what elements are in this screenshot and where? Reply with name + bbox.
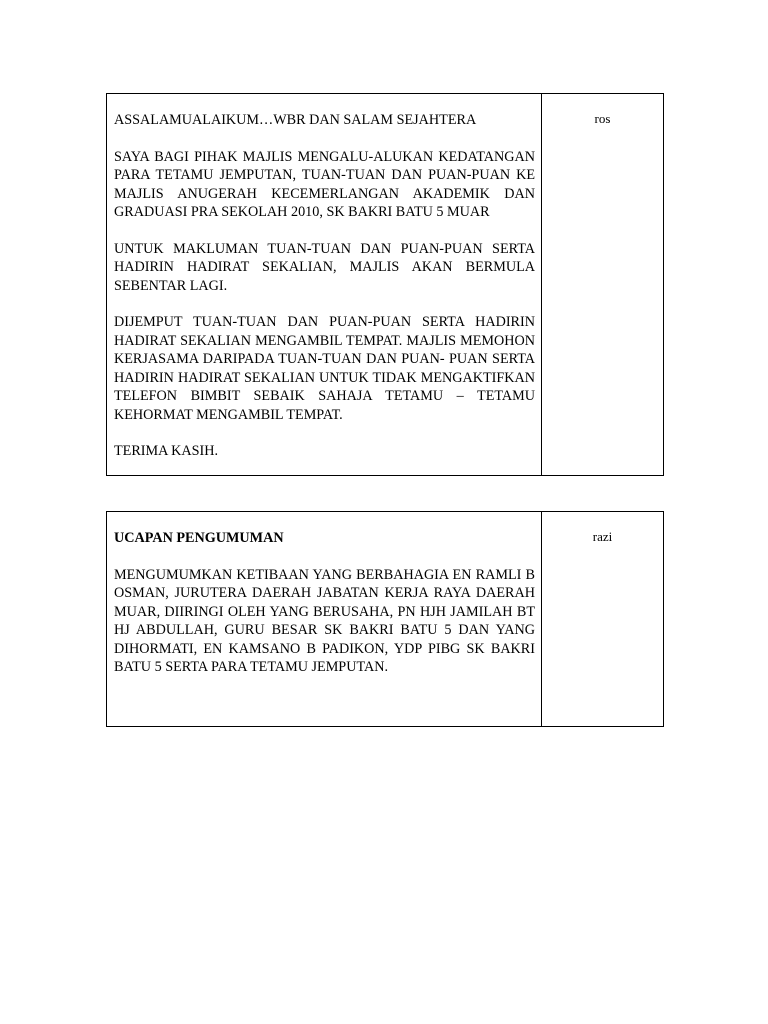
seating-paragraph: DIJEMPUT TUAN-TUAN DAN PUAN-PUAN SERTA HADIRIN HADIRAT SEKALIAN MENGAMBIL TEMPAT. MAJLIS MEMOHON KERJASAMA DARIPADA TUAN-TUAN DAN PUAN- PUAN SERTA HADIRIN HADIRAT SEKALIAN UNTUK TIDAK MENGAKTIFKAN TELEFON BIMBIT SEBAIK SAHAJA TETAMU – TETAMU KEHORMAT MENGAMBIL TEMPAT. xyxy=(114,314,535,423)
announcement-paragraph: MENGUMUMKAN KETIBAAN YANG BERBAHAGIA EN RAMLI B OSMAN, JURUTERA DAERAH JABATAN KERJA RAYA DAERAH MUAR, DIIRINGI OLEH YANG BERUSAHA, PN HJH JAMILAH BT HJ ABDULLAH, GURU BESAR SK BAKRI BATU 5 DAN YANG DIHORMATI, EN KAMSANO B PADIKON, YDP PIBG SK BAKRI BATU 5 SERTA PARA TETAMU JEMPUTAN. xyxy=(114,566,535,675)
speaker-name: ros xyxy=(542,94,664,476)
thanks-paragraph: TERIMA KASIH. xyxy=(114,443,219,459)
script-content-cell xyxy=(107,512,542,727)
welcome-paragraph: SAYA BAGI PIHAK MAJLIS MENGALU-ALUKAN KEDATANGAN PARA TETAMU JEMPUTAN, TUAN-TUAN DAN PUAN-PUAN KE MAJLIS ANUGERAH KECEMERLANGAN AKADEMIK DAN GRADUASI PRA SEKOLAH 2010, SK BAKRI BATU 5 MUAR xyxy=(114,148,535,220)
table-row xyxy=(107,94,664,476)
information-paragraph: UNTUK MAKLUMAN TUAN-TUAN DAN PUAN-PUAN SERTA HADIRIN HADIRAT SEKALIAN, MAJLIS AKAN BERMULA SEBENTAR LAGI. xyxy=(114,240,535,294)
table-row xyxy=(107,512,664,727)
section-heading: UCAPAN PENGUMUMAN xyxy=(114,530,284,546)
speaker-name: razi xyxy=(542,512,664,727)
script-table-welcome xyxy=(106,93,664,476)
greeting-paragraph: ASSALAMUALAIKUM…WBR DAN SALAM SEJAHTERA xyxy=(114,112,477,128)
script-table-announcement xyxy=(106,511,664,727)
script-content-cell xyxy=(107,94,542,476)
